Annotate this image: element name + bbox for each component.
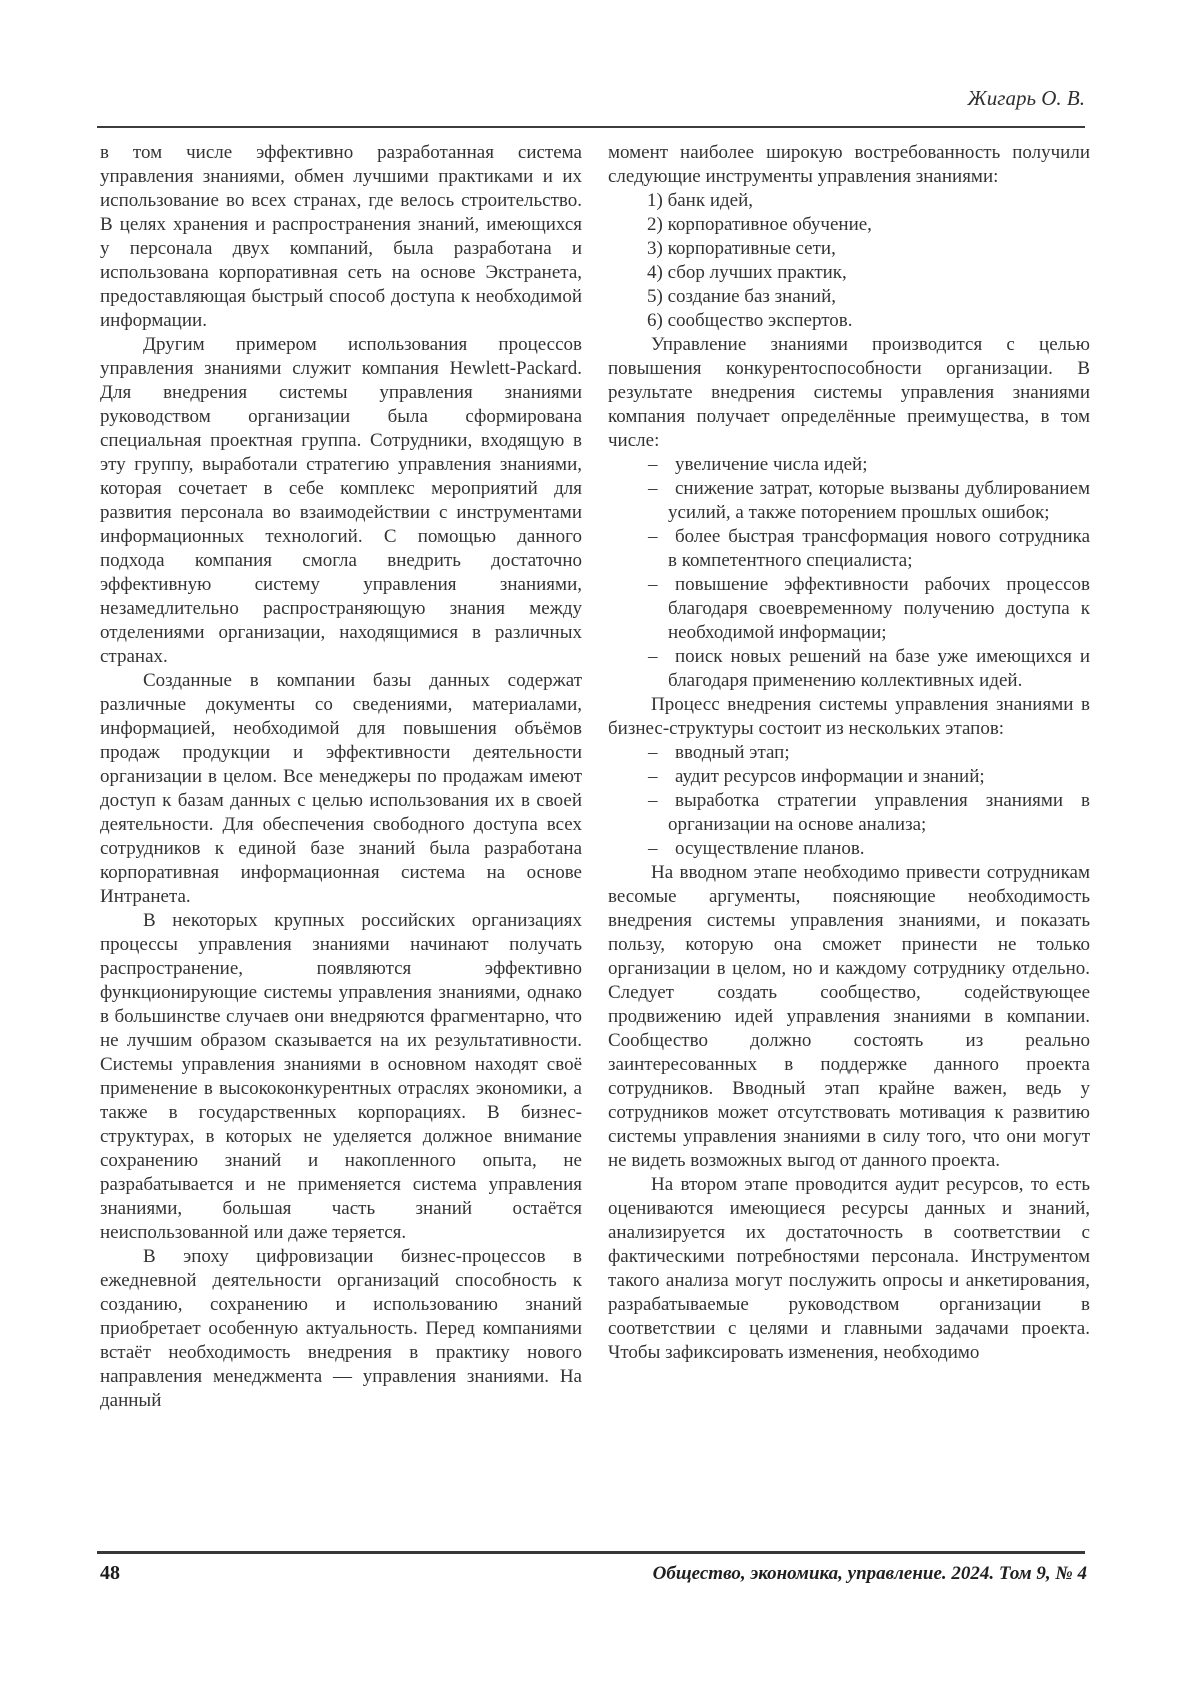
paragraph: На втором этапе проводится аудит ресурсов, то есть оцениваются имеющиеся ресурсы данных и знаний, анализируется их достаточность в соответствии с фактическими потребностями персонала. Инструментом такого анализа могут послужить опросы и анкетирования, разрабатываемые руководством организации в соответствии с целями и главными задачами проекта. Чтобы зафиксировать изменения, необходимо bbox=[608, 1174, 1090, 1363]
paragraph: Созданные в компании базы данных содержат различные документы со сведениями, материалами, информацией, необходимой для повышения объёмов продаж продукции и эффективности деятельности организации в целом. Все менеджеры по продажам имеют доступ к базам данных с целью использования их в своей деятельности. Для обеспечения свободного доступа всех сотрудников к единой базе знаний была разработана корпоративная информационная система на основе Интранета. bbox=[100, 670, 582, 907]
page-footer bbox=[100, 1562, 1087, 1585]
paragraph: Другим примером использования процессов управления знаниями служит компания Hewlett-Packard. Для внедрения системы управления знаниями руководством организации была сформирована специальная проектная группа. Сотрудники, входящую в эту группу, выработали стратегию управления знаниями, которая сочетает в себе комплекс мероприятий для развития персонала во взаимодействии с инструментами информационных технологий. С помощью данного подхода компания смогла внедрить достаточно эффективную систему управления знаниями, незамедлительно распространяющую знания между отделениями организации, находящимися в различных странах. bbox=[100, 334, 582, 667]
list-item: – увеличение числа идей; bbox=[608, 453, 1090, 477]
dash-list bbox=[608, 453, 1090, 693]
numbered-item: 5) создание баз знаний, bbox=[647, 286, 837, 307]
numbered-item: 1) банк идей, bbox=[647, 190, 754, 211]
paragraph: Управление знаниями производится с целью повышения конкурентоспособности организации. В результате внедрения системы управления знаниями компания получает определённые преимущества, в том числе: bbox=[608, 334, 1090, 451]
dash-list bbox=[608, 741, 1090, 861]
list-item: – выработка стратегии управления знаниями в организации на основе анализа; bbox=[608, 789, 1090, 837]
footer-rule bbox=[97, 1551, 1085, 1554]
header-rule bbox=[97, 126, 1085, 128]
paragraph: В некоторых крупных российских организациях процессы управления знаниями начинают получать распространение, появляются эффективно функционирующие системы управления знаниями, однако в большинстве случаев они внедряются фрагментарно, что не лучшим образом сказывается на их результативности. Системы управления знаниями в основном находят своё применение в высококонкурентных отраслях экономики, а также в государственных корпорациях. В бизнес-структурах, в которых не уделяется должное внимание сохранению знаний и накопленного опыта, не разрабатывается и не применяется система управления знаниями, большая часть знаний остаётся неиспользованной или даже теряется. bbox=[100, 910, 582, 1243]
numbered-item: 3) корпоративные сети, bbox=[647, 238, 836, 259]
paragraph: В эпоху цифровизации бизнес-процессов в ежедневной деятельности организаций способность к созданию, сохранению и использованию знаний приобретает особенную актуальность. Перед компаниями встаёт необходимость внедрения в практику нового направления менеджмента — управления знаниями. На данный bbox=[100, 1246, 582, 1411]
journal-citation: Общество, экономика, управление. 2024. Том 9, № 4 bbox=[652, 1563, 1087, 1584]
list-item: – повышение эффективности рабочих процессов благодаря своевременному получению доступа к необходимой информации; bbox=[608, 573, 1090, 645]
list-item: – аудит ресурсов информации и знаний; bbox=[608, 765, 1090, 789]
paragraph: момент наиболее широкую востребованность получили следующие инструменты управления знаниями: bbox=[608, 142, 1090, 187]
right-column bbox=[608, 141, 1090, 1543]
paragraph: Процесс внедрения системы управления знаниями в бизнес-структуры состоит из нескольких этапов: bbox=[608, 694, 1090, 739]
numbered-list bbox=[608, 189, 1090, 333]
left-column bbox=[100, 141, 582, 1543]
paragraph: На вводном этапе необходимо привести сотрудникам весомые аргументы, поясняющие необходимость внедрения системы управления знаниями, и показать пользу, которую она сможет принести не только организации в целом, но и каждому сотруднику отдельно. Следует создать сообщество, содействующее продвижению идей управления знаниями в компании. Сообщество должно состоять из реально заинтересованных в поддержке данного проекта сотрудников. Вводный этап крайне важен, ведь у сотрудников может отсутствовать мотивация к развитию системы управления знаниями в силу того, что они могут не видеть возможных выгод от данного проекта. bbox=[608, 862, 1090, 1171]
list-item: – осуществление планов. bbox=[608, 837, 1090, 861]
list-item: – снижение затрат, которые вызваны дублированием усилий, а также поторением прошлых ошибок; bbox=[608, 477, 1090, 525]
page-header-author: Жигарь О. В. bbox=[967, 86, 1085, 110]
article-body bbox=[100, 141, 1090, 1543]
numbered-item: 2) корпоративное обучение, bbox=[647, 214, 872, 235]
list-item: – более быстрая трансформация нового сотрудника в компетентного специалиста; bbox=[608, 525, 1090, 573]
numbered-item: 6) сообщество экспертов. bbox=[647, 310, 853, 331]
numbered-item: 4) сбор лучших практик, bbox=[647, 262, 847, 283]
paragraph: в том числе эффективно разработанная система управления знаниями, обмен лучшими практиками и их использование во всех странах, где велось строительство. В целях хранения и распространения знаний, имеющихся у персонала двух компаний, была разработана и использована корпоративная сеть на основе Экстранета, предоставляющая быстрый способ доступа к необходимой информации. bbox=[100, 142, 582, 331]
list-item: – вводный этап; bbox=[608, 741, 1090, 765]
page-number: 48 bbox=[100, 1562, 120, 1584]
list-item: – поиск новых решений на базе уже имеющихся и благодаря применению коллективных идей. bbox=[608, 645, 1090, 693]
